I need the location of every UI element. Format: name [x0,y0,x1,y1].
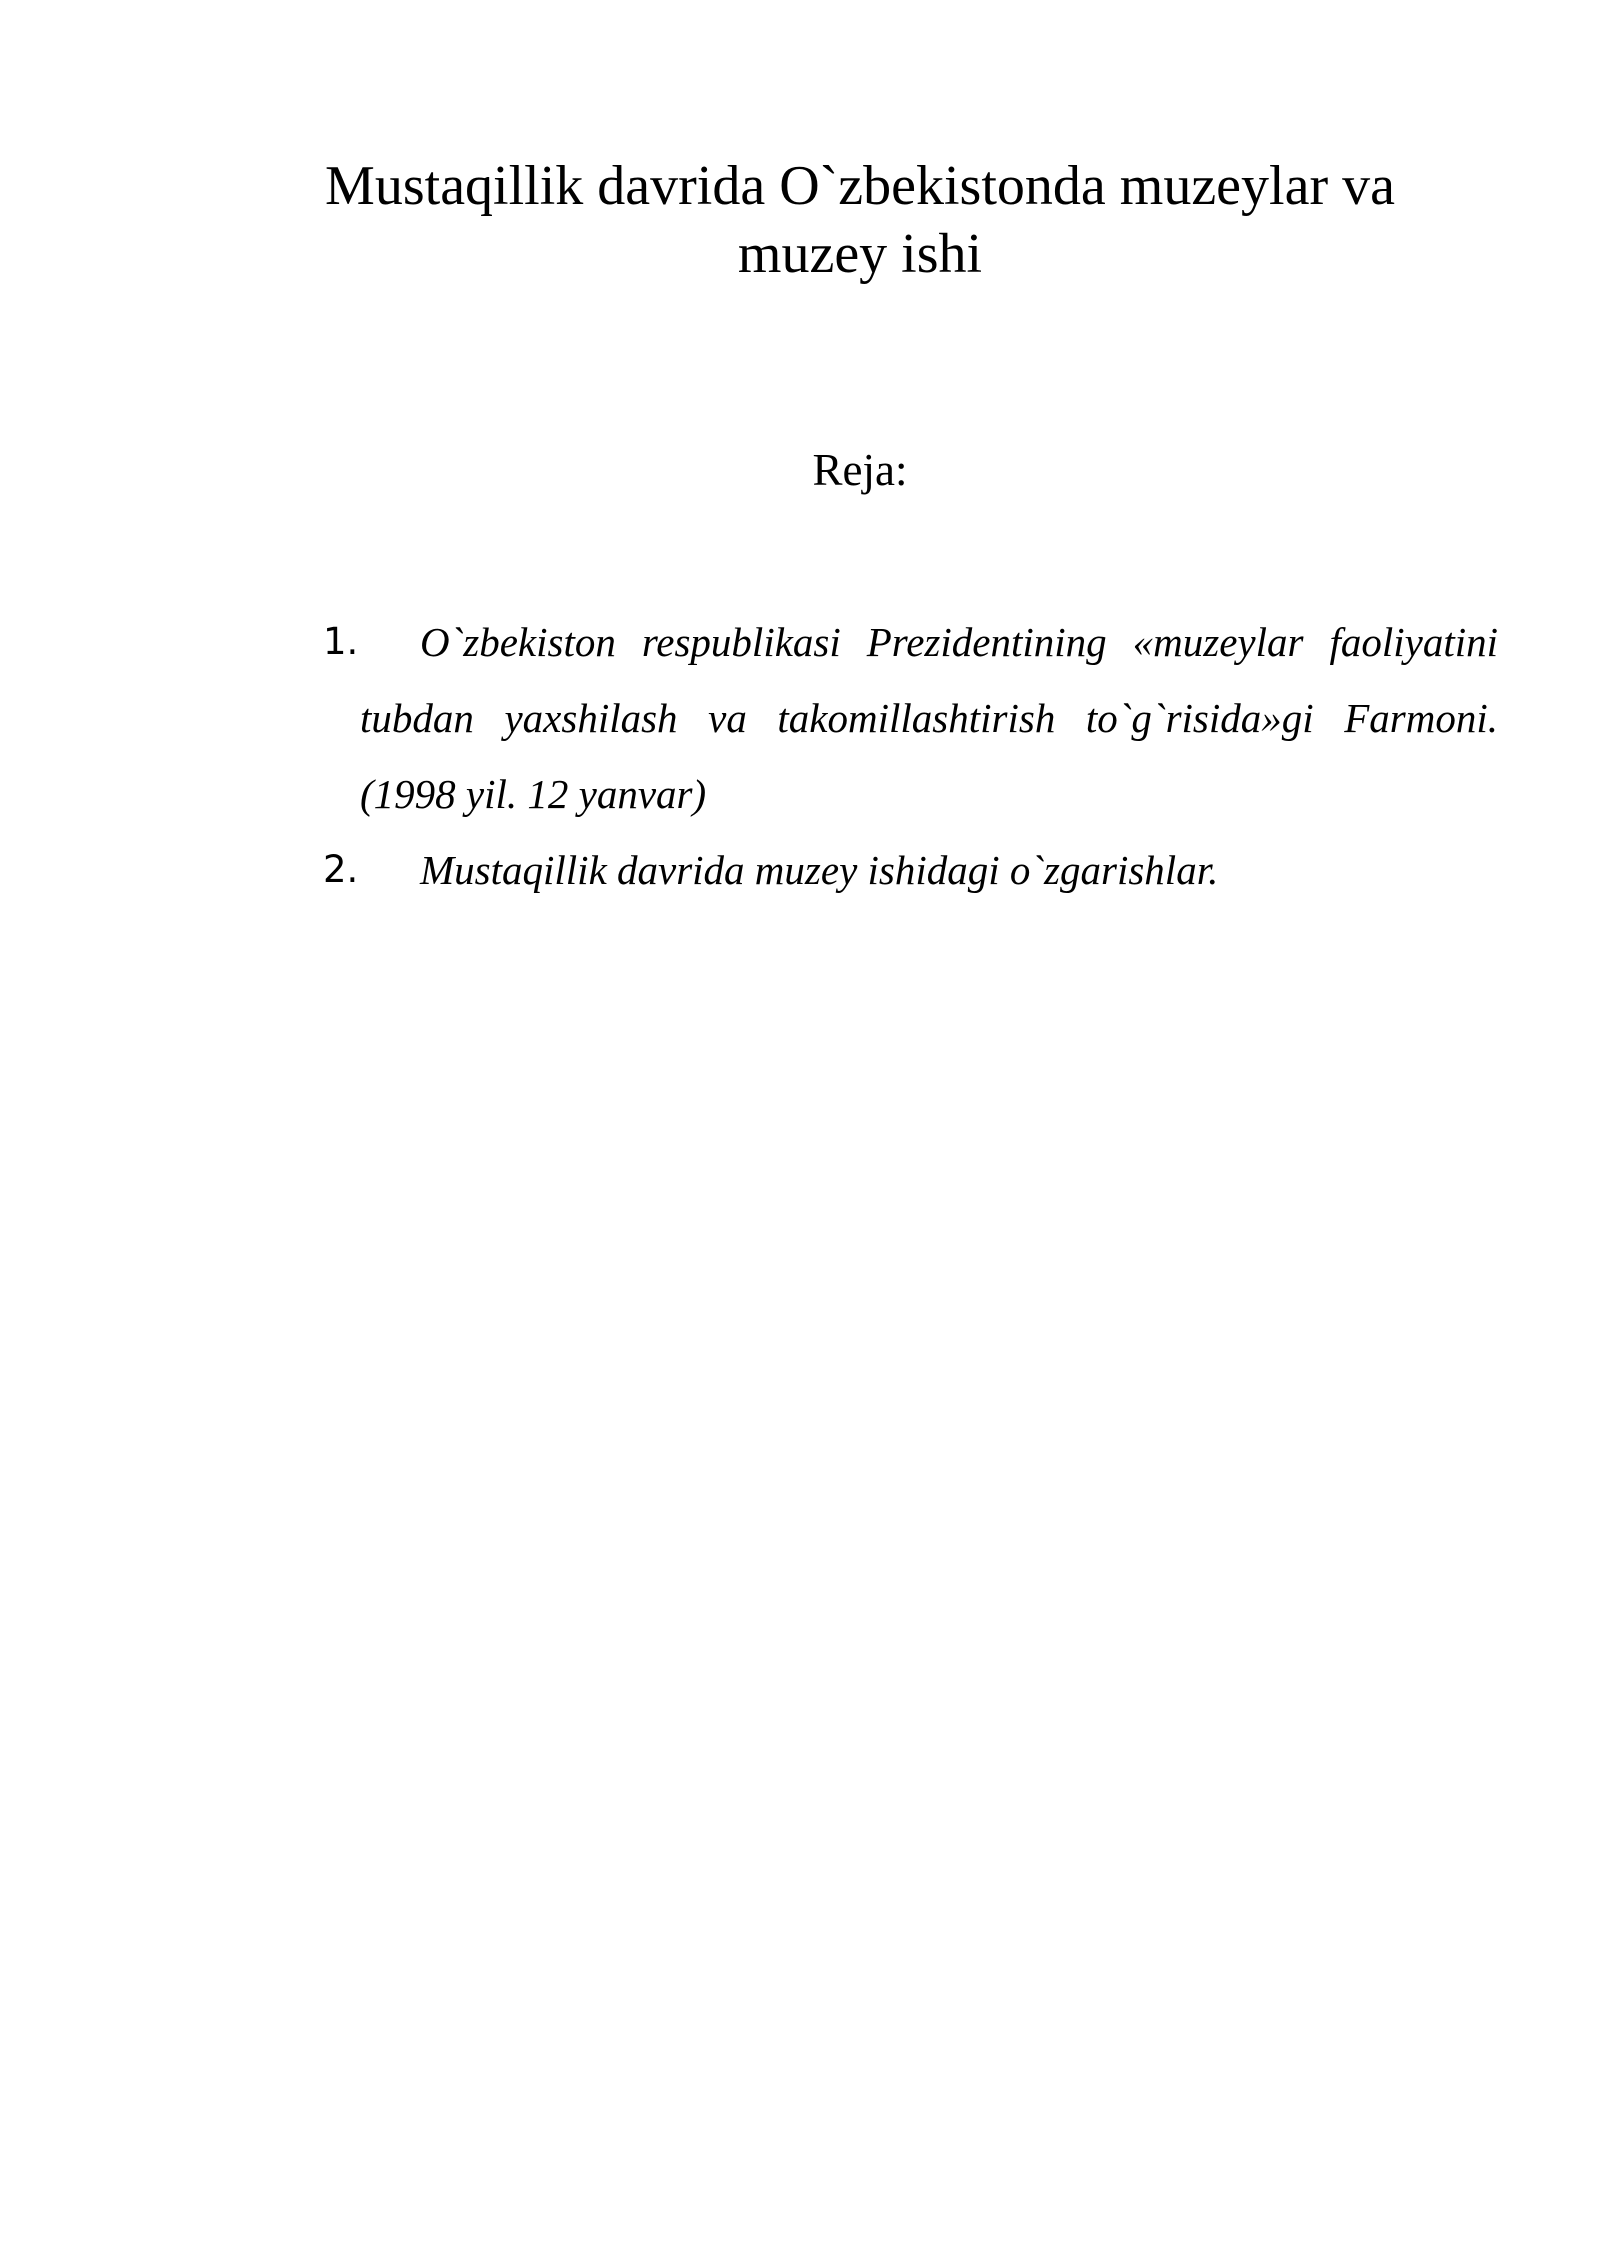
plan-list [0,604,1600,908]
plan-item-text: O`zbekiston respublikasi Prezidentining «muzeylar faoliyatini tubdan yaxshilash va takomillashtirish to`g`risida»gi Farmoni. (1998 yil. 12 yanvar) [360,619,1498,817]
plan-item-text: Mustaqillik davrida muzey ishidagi o`zgarishlar. [420,847,1219,893]
document-title: Mustaqillik davrida O`zbekistonda muzeylar va muzey ishi [325,155,1395,285]
plan-item [0,604,1600,832]
plan-item-number: 1. [323,620,359,663]
plan-heading: Reja: [812,445,908,495]
plan-item [0,832,1600,908]
plan-item-number: 2. [323,848,359,891]
